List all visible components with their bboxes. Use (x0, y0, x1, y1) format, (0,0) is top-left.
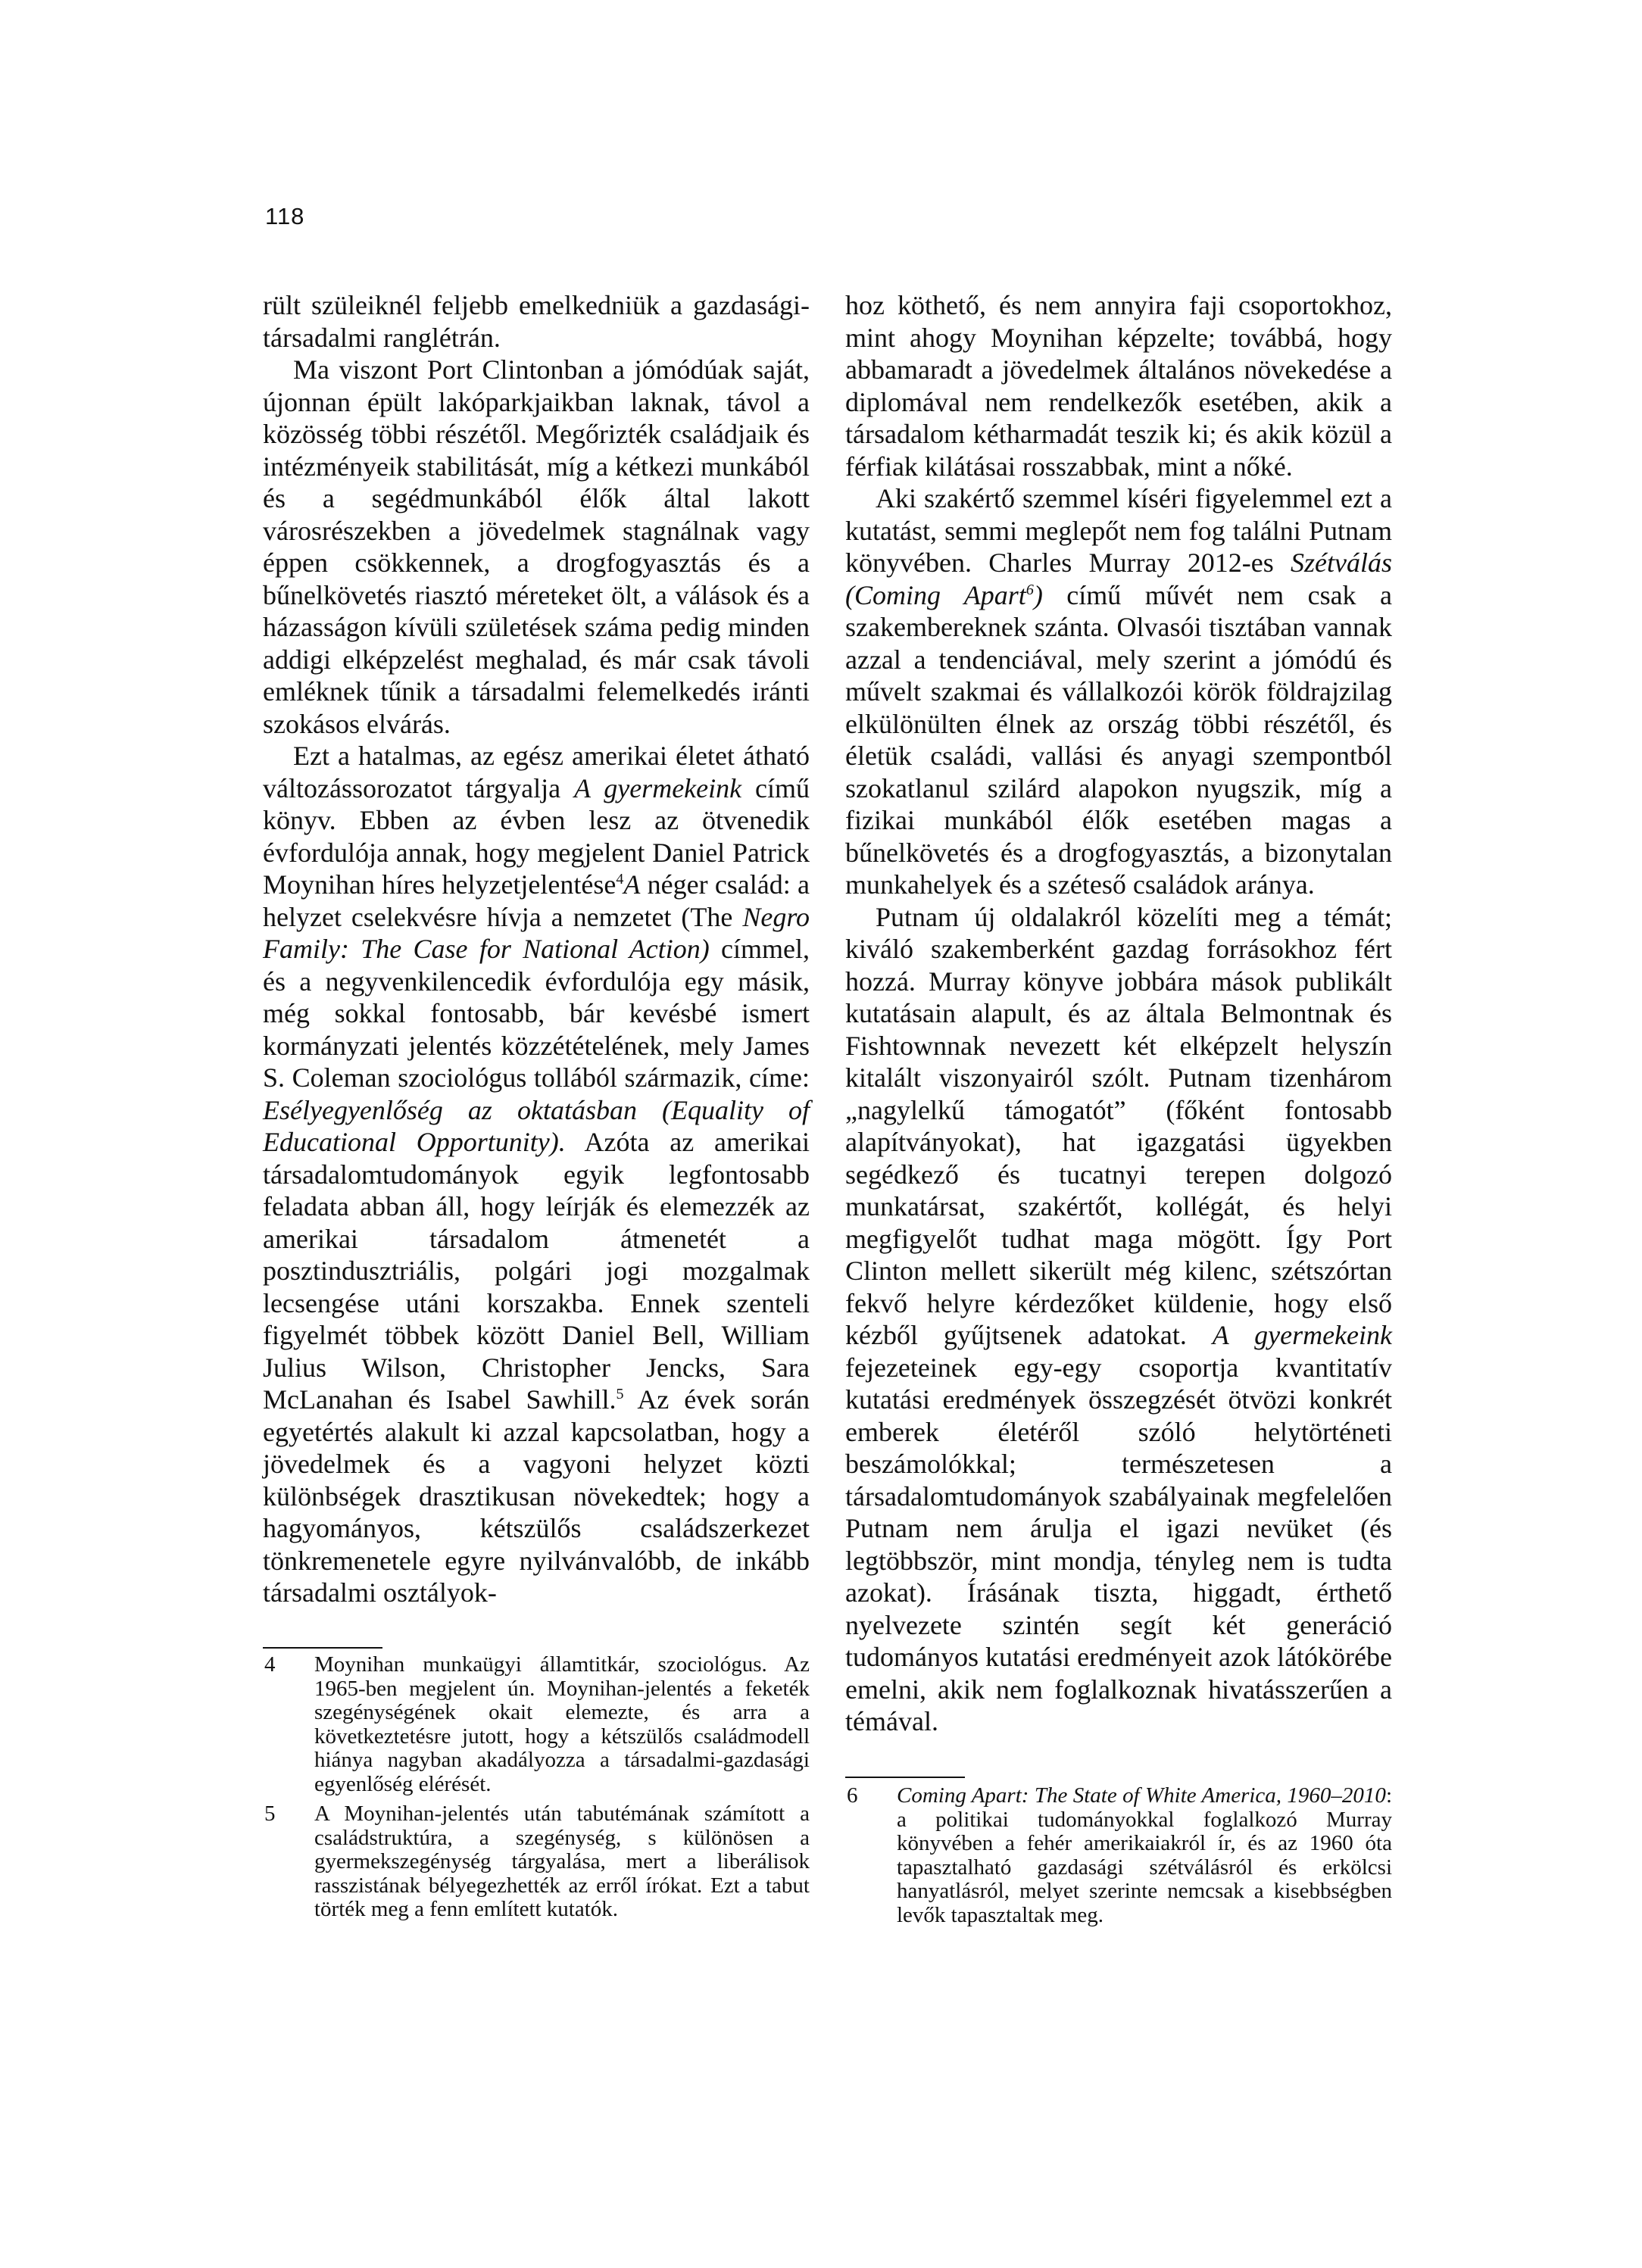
report-title: Esélyegyenlőség az oktatásban (Equality of Educational Opportunity). (263, 1094, 810, 1157)
paragraph: Ma viszont Port Clintonban a jómódúak saját, újonnan épült lakóparkjaikban laknak, távol a közösség többi részétől. Megőrizték családjaik és intézményeik stabilitását, míg a kétkezi munkából és a segédmunkából élők által lakott városrészekben a jövedelmek stagnálnak vagy éppen csökkennek, a drogfogyasztás és a bűnelkövetés riasztó méreteket ölt, a válások és a házasságon kívüli születések száma pedig minden addigi elképzelést meghalad, és már csak távoli emléknek tűnik a társadalmi felemelkedés iránti szokásos elvárás. (263, 354, 810, 739)
footnote-ref: 6 (1025, 581, 1034, 598)
footnote: 4 Moynihan munkaügyi államtitkár, szociológus. Az 1965-ben megjelent ún. Moynihan-jelentés a feketék szegénységének okait elemezte, és arra a következtetésre jutott, hogy a kétszülős családmodell hiánya nagyban akadályozza a társadalmi-gazdasági egyenlőség elérését. (264, 1652, 810, 1796)
book-title: A gyermekeink (1212, 1320, 1392, 1350)
paragraph: Ezt a hatalmas, az egész amerikai életet átható változássorozatot tárgyalja A gyermekeink című könyv. Ebben az évben lesz az ötvenedik évfordulója annak, hogy megjelent Daniel Patrick Moynihan híres helyzetjelentése$^4$A néger család: a helyzet cselekvésre hívja a nemzetet (The Negro Family: The Case for National Action) címmel, és a negyvenkilencedik évfordulója egy másik, még sokkal fontosabb, bár kevésbé ismert kormányzati jelentés közzétételének, mely James S. Coleman szociológus tollából származik, címe: Esélyegyenlőség az oktatásban (Equality of Educational Opportunity). Azóta az amerikai társadalomtudományok egyik legfontosabb feladata abban áll, hogy leírják és elemezzék az amerikai társadalom átmenetét a posztindusztriális, polgári jogi mozgalmak lecsengése utáni korszakba. Ennek szenteli figyelmét többek között Daniel Bell, William Julius Wilson, Christopher Jencks, Sara McLanahan és Isabel Sawhill.$^5$ Az évek során egyetértés alakult ki azzal kapcsolatban, hogy a jövedelmek és a vagyoni helyzet közti különbségek drasztikusan növekedtek; hogy a hagyományos, kétszülős családszerkezet tönkremenetele egyre nyilvánvalóbb, de inkább társadalmi osztályok- (263, 741, 810, 1608)
paragraph: hoz köthető, és nem annyira faji csoportokhoz, mint ahogy Moynihan képzelte; továbbá, hogy abbamaradt a jövedelmek általános növekedése a diplomával nem rendelkezők esetében, akik a társadalom kétharmadát teszik ki; és akik közül a férfiak kilátásai rosszabbak, mint a nőké. (845, 290, 1392, 482)
footnote-divider (263, 1647, 382, 1649)
paragraph: Putnam új oldalakról közelíti meg a témát; kiváló szakemberként gazdag forrásokhoz fért hozzá. Murray könyve jobbára mások publikált kutatásain alapult, és az általa Belmontnak és Fishtownnak nevezett két elképzelt helyszín kitalált viszonyairól szólt. Putnam tizenhárom „nagylelkű támogatót” (főként fontosabb alapítványokat), hat igazgatási ügyekben segédkező és tucatnyi terepen dolgozó munkatársat, szakértőt, kollégát, és helyi megfigyelőt tudhat maga mögött. Így Port Clinton mellett sikerült még kilenc, szétszórtan fekvő helyre kérdezőket küldenie, hogy első kézből gyűjtsenek adatokat. A gyermekeink fejezeteinek egy-egy csoportja kvantitatív kutatási eredmények összegzését ötvözi konkrét emberek életéről szóló helytörténeti beszámolókkal; természetesen a társadalomtudományok szabályainak megfelelően Putnam nem árulja el igazi nevüket (és legtöbbször, mint mondja, tényleg nem is tudta azokat). Írásának tiszta, higgadt, érthető nyelvezete szintén segít két generáció tudományos kutatási eredményeit azok látókörébe emelni, akik nem foglalkoznak hivatásszerűen a témával. (845, 901, 1392, 1736)
footnote: 6 Coming Apart: The State of White America, 1960–2010: a politikai tudományokkal foglalkozó Murray könyvében a fehér amerikaiakról ír, és az 1960 óta tapasztalható gazdasági szétválásról és erkölcsi hanyatlásról, melyet szerinte nemcsak a kisebbségben levők tapasztaltak meg. (847, 1783, 1392, 1927)
book-title: A gyermekeink (573, 772, 742, 803)
report-title: Negro Family: The Case for National Action) (263, 901, 810, 964)
left-column (263, 289, 810, 1609)
paragraph: rült szüleiknél feljebb emelkedniük a gazdasági-társadalmi ranglétrán. (263, 290, 810, 353)
right-column (845, 289, 1392, 1738)
left-footnotes (263, 1653, 810, 1928)
footnote-ref: 5 (616, 1386, 624, 1402)
page-number: 118 (265, 203, 305, 229)
right-footnotes (845, 1784, 1392, 1933)
footnote-divider (845, 1777, 965, 1778)
paragraph: Aki szakértő szemmel kíséri figyelemmel ezt a kutatást, semmi meglepőt nem fog találni Putnam könyvében. Charles Murray 2012-es Szétválás (Coming Apart$^6$) című művét nem csak a szakembereknek szánta. Olvasói tisztában vannak azzal a tendenciával, mely szerint a jómódú és művelt szakmai és vállalkozói körök földrajzilag elkülönülten élnek az ország többi részétől, és életük családi, vallási és anyagi szempontból szokatlanul szilárd alapokon nyugszik, míg a fizikai munkából élők esetében magas a bűnelkövetés és a drogfogyasztás, a bizonytalan munkahelyek és a széteső családok aránya. (845, 483, 1392, 900)
book-title: Szétválás (Coming Apart$^6$) (845, 548, 1392, 610)
footnote-ref: 4 (616, 871, 624, 888)
footnote: 5 A Moynihan-jelentés után tabutémának számított a családstruktúra, a szegénység, s különösen a gyermekszegénység tárgyalása, mert a liberálisok rasszistának bélyegezhették az erről írókat. Ezt a tabut törték meg a fenn említett kutatók. (264, 1802, 810, 1921)
